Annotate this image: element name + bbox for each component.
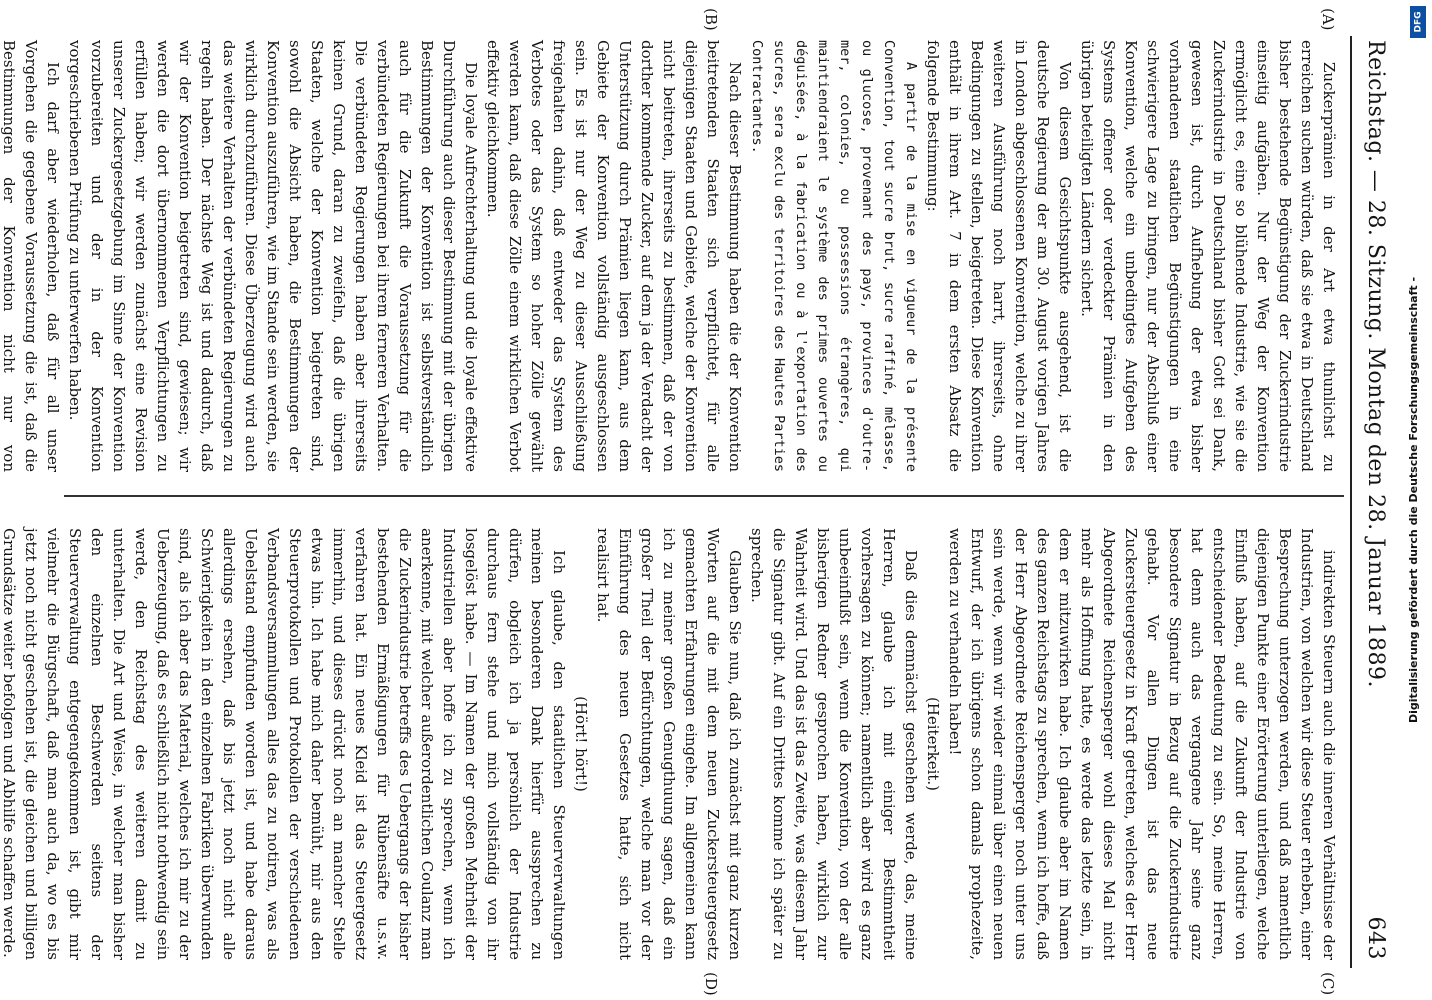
left-column [0, 40, 1340, 472]
page-header [1354, 40, 1394, 960]
dfg-logo: DFG [1410, 6, 1426, 38]
right-column [0, 528, 1340, 960]
quoted-article: A partir de la mise en vigueur de la présente Convention, tout sucre brut, sucre raffiné, mélasse, ou glucose, provenant des pays, provinces d'outre-mer, colonies, ou possessions étrangères, qui maintiendraient le système des primes ouvertes ou déguisées, à la fabrication ou à l'exportation des sucres, sera exclu des territoires des Hautes Parties Contractantes. [749, 40, 919, 472]
stage-direction: (Hört! hört!) [572, 696, 590, 792]
running-head: Reichstag. — 28. Sitzung. Montag den 28. Januar 1889. [1363, 40, 1388, 688]
body-paragraph: Ich glaube, den staatlichen Steuerverwaltungen meinen besonderen Dank hierfür aussprechen zu dürfen, obgleich ich ja persönlich der Industrie durchaus fern stehe und mich vollständig von ihr losgelöst habe. — Im Namen der großen Mehrheit der Industriellen aber hoffe ich zu sprechen, wenn ich anerkenne, mit welcher außerordentlichen Coulanz man die Zuckerindustrie betreffs des Uebergangs der bisher bestehenden Ermäßigungen für Rübensäfte u.s.w. verfahren hat. Ein neues Kleid ist das Steuergesetz immerhin, und dieses drückt noch an mancher Stelle etwas hin. Ich habe mich daher bemüht, mir aus den Steuerprotokollen und Protokollen der verschiedenen Verbandsversammlungen alles das zu notiren, was als Uebelstand empfunden worden ist, und habe daraus allerdings ersehen, daß bis jetzt noch nicht alle Schwierigkeiten in den einzelnen Fabriken überwunden sind, als ich aber das Material, welches ich mir zu der Ueberzeugung, daß es schließlich nicht nothwendig sein werde, den Reichstag des weiteren damit zu unterhalten. Die Art und Weise, in welcher man bisher den einzelnen Beschwerden seitens der Steuerverwaltung entgegengekommen ist, gibt mir vielmehr die Bürgschaft, daß man auch da, wo es bis jetzt noch nicht geschehen ist, die gleichen und billigen Grundsätze weiter befolgen und Abhilfe schaffen werde. [0, 528, 568, 960]
body-paragraph: Daß dies demnächst geschehen werde, das, meine Herren, glaube ich mit einiger Bestimmtheit vorhersagen zu können; namentlich aber wird es ganz unbeeinflußt sein, wenn die Konvention, von der alle bisherigen Redner gesprochen haben, wirklich zur Wahrheit wird. Und das ist das Zweite, was diesem Jahr die Signatur gibt. Auf ein Drittes komme ich später zu sprechen. [748, 528, 920, 960]
margin-marker-c: (C) [1319, 972, 1337, 996]
header-rule [1350, 36, 1352, 968]
body-paragraph: indirekten Steuern auch die inneren Verhältnisse der Industrien, von welchen wir diese Steuer erheben, einer Besprechung unterzogen werden, und daß namentlich diejenigen Punkte einer Erörterung unterliegen, welche Einfluß haben, auf die Zukunft der Industrie von entscheidender Bedeutung zu sein. So, meine Herren, hat denn auch das vergangene Jahr seine ganz besondere Signatur in Bezug auf die Zuckerindustrie gehabt. Vor allen Dingen ist das neue Zuckersteuergesetz in Kraft getreten, welches der Herr Abgeordnete Reichensperger wohl dieses Mal nicht mehr als Hoffnung hatte, es werde das letzte sein, in dem er mitzuwirken habe. Ich glaube aber im Namen des ganzen Reichstags zu sprechen, wenn ich hoffe, daß der Herr Abgeordnete Reichensperger noch unter uns sein werde, wenn wir wieder einmal über einen neuen Entwurf, der ich übrigens schon damals prophezeite, werden zu verhandeln haben! [946, 528, 1338, 960]
credit-text: Digitalisierung gefördert durch die Deutsche Forschungsgemeinschaft - [1407, 276, 1420, 724]
column-divider [64, 495, 1344, 497]
body-paragraph: Von diesem Gesichtspunkte ausgehend, ist die deutsche Regierung der am 30. August vorigen Jahres in London abgeschlossenen Konvention, welche zu ihrer weiteren Ausführung noch harrt, ihrerseits, ohne Bedingungen zu stellen, beigetreten. Diese Konvention enthält in ihrem Art. 7 in dem ersten Absatz die folgende Bestimmung: [924, 40, 1074, 472]
margin-marker-a: (A) [1319, 8, 1337, 31]
page-number: 643 [1363, 916, 1388, 960]
margin-marker-b: (B) [702, 8, 720, 31]
digitization-credit [1402, 0, 1432, 1000]
stage-direction: (Heiterkeit.) [924, 696, 942, 792]
body-paragraph: Zuckerprämien in der Art etwa thunlichst zu erreichen suchen würden, daß sie etwa in Deutschland bisher bestehende Begünstigung der Zuckerindustrie einseitig aufgäben. Nur der Weg der Konvention ermöglicht es, eine so blühende Industrie, wie sie die Zuckerindustrie in Deutschland bisher Gott sei Dank, gewesen ist, durch Aufhebung der etwa bisher vorhandenen staatlichen Begünstigungen in eine schwierigere Lage zu bringen, nur der Abschluß einer Konvention, welche ein unbedingtes Aufgeben des Systems offener oder verdeckter Prämien in den übrigen beteiligten Ländern sichert. [1078, 40, 1338, 472]
body-paragraph: Ich darf aber wiederholen, daß für all unser Vorgehen die gegebene Voraussetzung die ist, daß die Bestimmungen der Konvention nicht nur von [0, 40, 62, 472]
body-paragraph: Die loyale Aufrechterhaltung und die loyale effektive Durchführung auch dieser Bestimmung mit der übrigen Bestimmungen der Konvention ist selbstverständlich auch für die Zukunft die Voraussetzung für die verbündeten Regierungen bei ihrem ferneren Verhalten. Die verbündeten Regierungen haben aber ihrerseits keinen Grund, daran zu zweifeln, daß die übrigen Staaten, welche der Konvention beigetreten sind, sowohl die Absicht haben, die Bestimmungen der Konvention auszuführen, wie im Stande sein werden, sie wirklich durchzuführen. Diese Überzeugung wird auch das weitere Verhalten der verbündeten Regierungen zu regeln haben. Der nächste Weg ist und dadurch, daß wir der Konvention beigetreten sind, gewiesen; wir werden die dort übernommenen Verpflichtungen zu erfüllen haben; wir werden zunächst eine Revision unserer Zuckergesetzgebung im Sinne der Konvention vorzubereiten und der in der Konvention vorgeschriebenen Prüfung zu unterwerfen haben. [66, 40, 480, 472]
body-paragraph: Glauben Sie nun, daß ich zunächst mit ganz kurzen Worten auf die mit dem neuen Zuckersteuergesetz gemachten Erfahrungen eingehe. Im allgemeinen kann ich zu meiner großen Genugthuung sagen, daß ein großer Theil der Befürchtungen, welche man vor der Einführung des neuen Gesetzes hatte, sich nicht realisirt hat. [594, 528, 744, 960]
body-paragraph: Nach dieser Bestimmung haben die der Konvention beitretenden Staaten sich verpflichtet, für alle diejenigen Staaten und Gebiete, welche der Konvention nicht beitreten, ihrerseits zu bestimmen, daß der von dorther kommende Zucker, auf dem ja der Verdacht der Unterstützung durch Prämien liegen kann, aus dem Gebiete der Konvention vollständig ausgeschlossen sein. Es ist nur der Weg zu dieser Ausschließung freigehalten dahin, daß entweder das System des Verbotes oder das System so hoher Zölle gewählt werden kann, daß diese Zölle einem wirklichen Verbot effektiv gleichkommen. [484, 40, 744, 472]
margin-marker-d: (D) [702, 972, 720, 996]
